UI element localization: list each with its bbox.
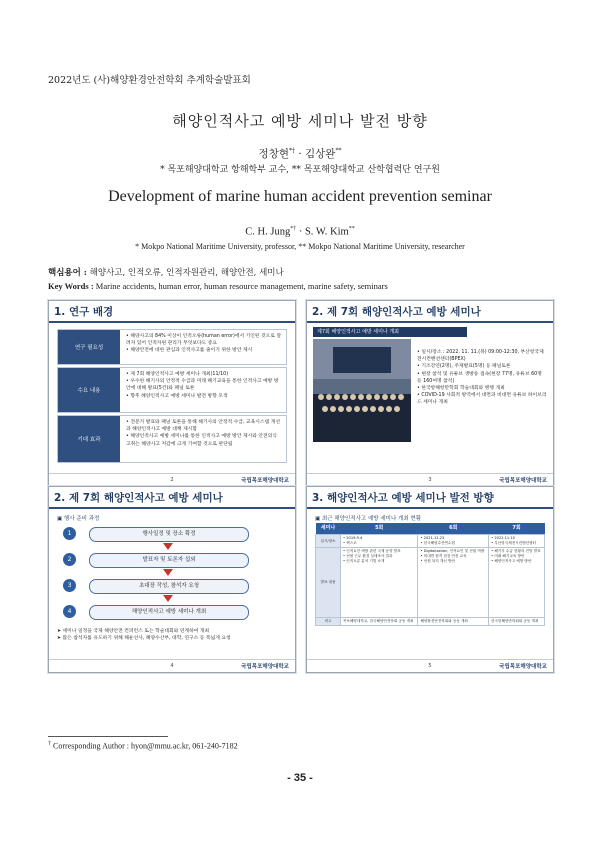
keywords-english (48, 281, 388, 291)
university-logo: 국립목포해양대학교 (499, 478, 547, 484)
row-item: • 해양인적사고 예방 세미나를 통한 인적사고 예방 방안 제시와 안전의식 고취는 해양사고 저감에 크게 기여할 것으로 판단됨 (126, 433, 282, 447)
slide-seminar-overview (306, 300, 554, 487)
slide-row (57, 367, 287, 413)
table-cell: • 2022.11.10 • 부산항국제전시컨벤션센터 (489, 535, 545, 548)
note-item: ➤ 세미나 일정을 국제 해양안전 컨퍼런스 또는 학술대회와 연계하여 개최 (57, 629, 210, 634)
detail-item: • 한국항해항만학회 학술대회와 병행 개최 (417, 385, 547, 392)
note-item: ➤ 많은 참석자를 유도하기 위해 해운선사, 해양수산부, 대학, 연구소 등 폭넓게 요청 (57, 636, 231, 641)
keywords-english-label: Key Words : (48, 281, 94, 291)
row-item: • 해양사고의 84% 이상이 인적오류(human error)에서 기인된 것으로 알려져 있어 인적자원 관리가 무엇보다도 중요 (126, 333, 282, 347)
table-header: 7회 (489, 523, 545, 535)
keywords-english-text: Marine accidents, human error, human resource management, marine safety, seminars (93, 281, 388, 291)
slide-footer (49, 473, 295, 486)
author-1-kr: 정창현 (258, 148, 289, 160)
row-items (126, 419, 282, 448)
row-items (126, 371, 282, 400)
footnote-divider (48, 736, 168, 737)
down-arrow-icon (163, 595, 173, 602)
detail-item: • 일시/장소 : 2022. 11. 11.(목) 09:00-12:30, 부산항국제전시컨벤션센터(BPEX) (417, 349, 547, 363)
author-1-en-mark: *† (290, 226, 297, 232)
slide-development-direction (306, 486, 554, 673)
table-cell: • 2021.11.23 • 한국해양수산연수원 (418, 535, 489, 548)
photo-illustration (313, 339, 411, 442)
slide-page-number: 2 (170, 477, 174, 483)
step-number: 3 (63, 579, 76, 592)
footnote-text: Corresponding Author : hyon@mmu.ac.kr, 061-240-7182 (51, 741, 238, 751)
authors-english (0, 226, 600, 238)
process-step: 초대장 작성, 참석자 요청 (89, 579, 249, 594)
slide-footer (49, 659, 295, 672)
table-header: 6회 (418, 523, 489, 535)
seminar-group-photo (313, 339, 411, 442)
row-header: 비고 (316, 618, 341, 626)
authors-korean (0, 146, 600, 161)
row-items (126, 333, 282, 355)
table-row (316, 548, 545, 618)
process-step: 행사일정 및 장소 확정 (89, 527, 249, 542)
author-1-en: C. H. Jung (245, 226, 291, 238)
step-number: 2 (63, 553, 76, 566)
down-arrow-icon (163, 569, 173, 576)
detail-item: • 기조강연(2명), 주제발표(5명) 등 패널토론 (417, 363, 547, 370)
slide-row (57, 415, 287, 463)
seminar-details (417, 349, 547, 407)
slide-subtitle: ▣ 행사 준비 과정 (57, 516, 100, 522)
seminar-history-table (315, 523, 545, 626)
author-2-kr: 김상완 (305, 148, 336, 160)
step-number: 4 (63, 605, 76, 618)
page-number: - 35 - (287, 772, 313, 784)
slide-title: 2. 제 7회 해양인적사고 예방 세미나 (307, 301, 553, 323)
slide-preparation-process (48, 486, 296, 673)
row-label: 수요 내용 (58, 368, 120, 412)
row-item: • 우수한 해기사의 안정적 수급과 미래 해기교육을 통한 인적사고 예방 방안에 대해 발표(5건)와 패널 토론 (126, 378, 282, 392)
row-label: 기대 효과 (58, 416, 120, 462)
table-cell: 해양환경안전학회와 공동 개최 (418, 618, 489, 626)
corresponding-author-footnote (48, 741, 238, 751)
author-sep-en: · (296, 226, 305, 238)
author-1-kr-mark: *† (288, 147, 295, 155)
process-step: 발표자 및 토론자 섭외 (89, 553, 249, 568)
university-logo: 국립목포해양대학교 (241, 478, 289, 484)
conference-header: 2022년도 (사)해양환경안전학회 추계학술발표회 (48, 75, 251, 86)
table-cell: 목포해양대학교, 한국해양안전학회 공동 개최 (341, 618, 418, 626)
table-header: 세미나 (316, 523, 341, 535)
table-row (316, 618, 545, 626)
author-2-en: S. W. Kim (304, 226, 349, 238)
author-2-en-mark: ** (348, 226, 355, 232)
university-logo: 국립목포해양대학교 (499, 664, 547, 670)
paper-title-english: Development of marine human accident prevention seminar (108, 188, 492, 205)
slide-research-background (48, 300, 296, 487)
paper-title-korean: 해양인적사고 예방 세미나 발전 방향 (172, 112, 428, 130)
table-cell: • 2019.9.4 • 헥스코 (341, 535, 418, 548)
table-cell: • Digitalization, 인적요인 및 선원 역량 • 비대면 원격 점검 안전 교육 • 선원 복지 개선 방안 (418, 548, 489, 618)
slide-page-number: 3 (428, 477, 432, 483)
table-cell: 한국항해항만학회와 공동 개최 (489, 618, 545, 626)
row-header: 발표 내용 (316, 548, 341, 618)
row-label: 연구 필요성 (58, 330, 120, 364)
table-row (316, 535, 545, 548)
slide-row (57, 329, 287, 365)
slide-page-number: 5 (428, 663, 432, 669)
row-header: 일시/장소 (316, 535, 341, 548)
slide-title: 2. 제 7회 해양인적사고 예방 세미나 (49, 487, 295, 509)
keywords-korean-text: 해양사고, 인적오류, 인적자원관리, 해양안전, 세미나 (86, 268, 284, 278)
table-header: 5회 (341, 523, 418, 535)
slide-title: 3. 해양인적사고 예방 세미나 발전 방향 (307, 487, 553, 509)
detail-item: • 현장 참석 및 유튜브 생방송 접속(현장 77명, 유튜브 60명 등 160여명 참석) (417, 371, 547, 385)
detail-item: • COVID-19 사회적 방역에서 대면과 비대면 유튜브 하이브리드 세미나 개최 (417, 392, 547, 406)
slide-title: 1. 연구 배경 (49, 301, 295, 323)
university-logo: 국립목포해양대학교 (241, 664, 289, 670)
seminar-banner: 제7회 해양인적사고 예방 세미나 개최 (313, 327, 467, 337)
keywords-korean (48, 266, 284, 278)
process-step: 해양인적사고 예방 세미나 개최 (89, 605, 249, 620)
affiliation-korean: * 목포해양대학교 항해학부 교수, ** 목포해양대학교 산학협력단 연구원 (160, 165, 440, 175)
slide-subtitle: ▣ 최근 해양인적사고 예방 세미나 개최 현황 (315, 516, 422, 522)
process-notes (57, 628, 231, 642)
author-sep-kr: · (294, 148, 305, 160)
step-number: 1 (63, 527, 76, 540)
table-cell: • 인적요인 예방 관련 국제 동향 발표 • 선원 근무 환경 실태조사 결과 • 인적오류 분석 기법 소개 (341, 548, 418, 618)
row-item: • 제 7회 해양인적사고 예방 세미나 개최(11/10) (126, 371, 282, 378)
keywords-korean-label: 핵심용어 : (48, 268, 87, 278)
table-header-row (316, 523, 545, 535)
slide-page-number: 4 (170, 663, 174, 669)
down-arrow-icon (163, 543, 173, 550)
footnote-mark: † (48, 741, 51, 747)
table-cell: • 해기사 수급 현황과 전망 발표 • 미래 해기교육 방안 • 해양인적사고 예방 방안 (489, 548, 545, 618)
slide-footer (307, 659, 553, 672)
slide-footer (307, 473, 553, 486)
row-item: • 향후 해양인적사고 예방 세미나 발전 방향 모색 (126, 393, 282, 400)
affiliation-english: * Mokpo National Maritime University, professor, ** Mokpo National Maritime University, researcher (135, 242, 465, 251)
row-item: • 해양안전에 대한 관심과 인적사고를 줄이기 위한 방안 제시 (126, 347, 282, 354)
author-2-kr-mark: ** (335, 147, 342, 155)
row-item: • 전문가 발표와 패널 토론을 통해 해기사의 안정적 수급, 교육시스템 개선과 해양인적사고 예방 대책 제시함 (126, 419, 282, 433)
